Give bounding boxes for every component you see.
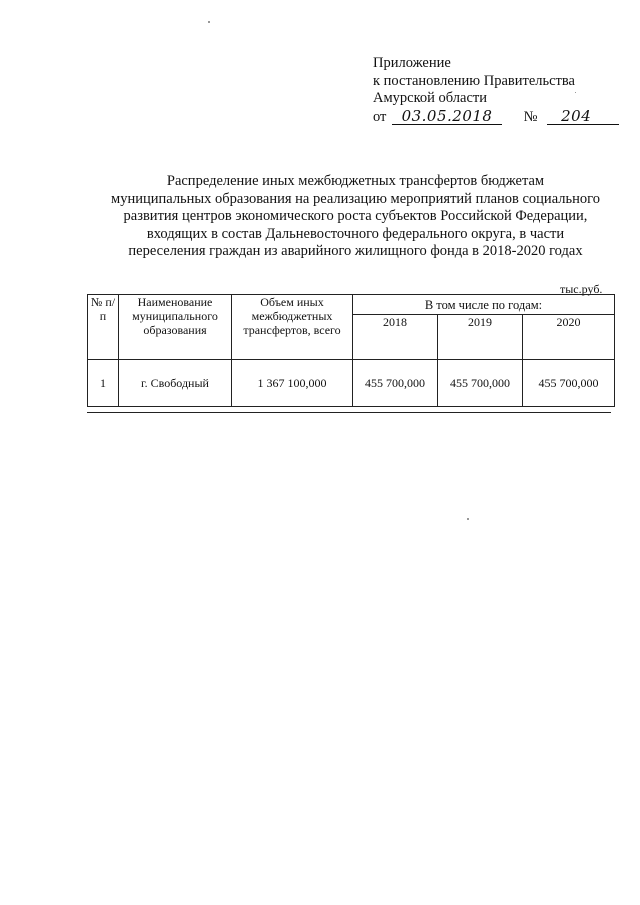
appendix-decree-ref: к постановлению Правительства — [373, 72, 575, 89]
title-line-1: Распределение иных межбюджетных трансфертов бюджетам — [166, 173, 545, 189]
appendix-title: Приложение — [373, 55, 451, 71]
cell-total: 1 367 100,000 — [232, 360, 353, 407]
cell-2019: 455 700,000 — [438, 360, 523, 407]
appendix-date-number-line — [373, 106, 619, 127]
header-year-2019: 2019 — [438, 315, 523, 360]
document-title — [88, 173, 623, 261]
title-line-3: развития центров экономического роста субъектов Российской Федерации, — [123, 208, 588, 225]
header-municipality: Наименование муниципального образования — [119, 295, 232, 360]
header-total: Объем иных межбюджетных трансфертов, всего — [232, 295, 353, 360]
number-label: № — [523, 108, 538, 125]
units-note: тыс.руб. — [560, 282, 603, 296]
title-line-5: переселения граждан из аварийного жилищного фонда в 2018-2020 годах — [128, 243, 583, 260]
header-year-2018: 2018 — [353, 315, 438, 360]
handwritten-number: 204 — [547, 109, 619, 125]
cell-2018: 455 700,000 — [353, 360, 438, 407]
appendix-block — [373, 55, 619, 126]
cell-municipality: г. Свободный — [119, 360, 232, 407]
header-by-years: В том числе по годам: — [353, 295, 615, 315]
handwritten-date: 03.05.2018 — [392, 109, 502, 125]
scan-speck — [208, 21, 210, 23]
title-line-4: входящих в состав Дальневосточного федерального округа, в части — [146, 225, 565, 242]
table-row — [88, 360, 615, 407]
scan-speck — [575, 92, 576, 93]
header-year-2020: 2020 — [523, 315, 615, 360]
scan-speck — [467, 518, 469, 520]
cell-number: 1 — [88, 360, 119, 407]
appendix-region: Амурской области — [373, 90, 487, 106]
table-bottom-rule — [87, 412, 611, 413]
transfers-table — [87, 294, 615, 407]
cell-2020: 455 700,000 — [523, 360, 615, 407]
title-line-2: муниципальных образования на реализацию мероприятий планов социального — [111, 190, 600, 207]
header-number: № п/п — [88, 295, 119, 360]
date-prefix: от — [373, 108, 387, 125]
